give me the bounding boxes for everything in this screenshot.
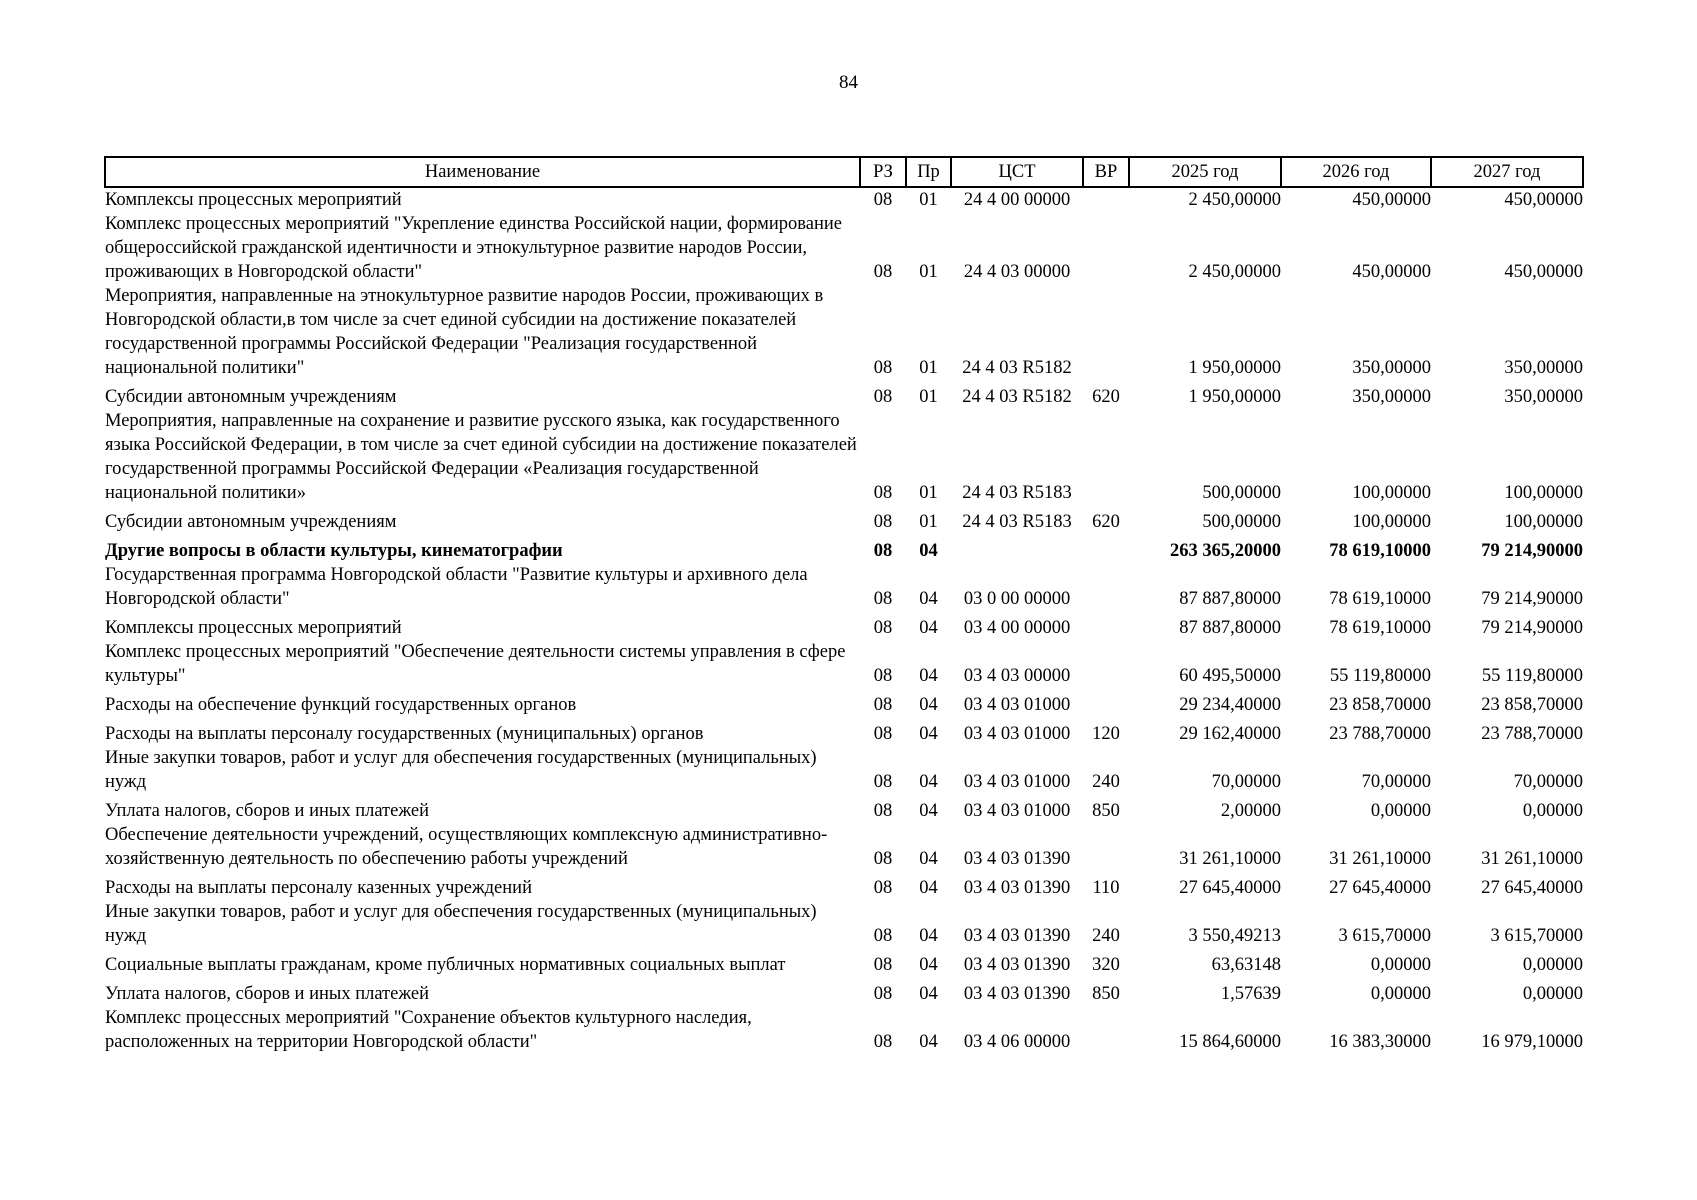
- row-2025: 87 887,80000: [1179, 589, 1281, 609]
- row-2025: 29 234,40000: [1179, 695, 1281, 715]
- row-pr: 01: [919, 190, 938, 210]
- row-vr: 110: [1092, 878, 1120, 898]
- row-2026: 78 619,10000: [1329, 541, 1431, 561]
- row-rz: 08: [873, 483, 893, 503]
- row-rz: 08: [873, 772, 893, 792]
- row-cst: 24 4 03 R5182: [962, 358, 1072, 378]
- page-number: 84: [839, 72, 858, 93]
- table-row: [105, 640, 1583, 688]
- row-cst: 24 4 03 R5183: [962, 512, 1072, 532]
- row-vr: [1083, 611, 1129, 640]
- table-row: [105, 563, 1583, 611]
- row-2025: 1 950,00000: [1188, 387, 1281, 407]
- table-row: [105, 794, 1583, 823]
- row-2025: 70,00000: [1211, 772, 1281, 792]
- row-vr: [1083, 640, 1129, 688]
- row-name: Иные закупки товаров, работ и услуг для обеспечения государственных (муниципальных) нужд: [105, 902, 817, 946]
- table-row: [105, 823, 1583, 871]
- row-name: Иные закупки товаров, работ и услуг для обеспечения государственных (муниципальных) нужд: [105, 748, 817, 792]
- row-pr: 04: [919, 984, 938, 1004]
- row-cst: 03 4 03 01000: [963, 695, 1071, 715]
- table-row: [105, 187, 1583, 212]
- row-vr: [1083, 688, 1129, 717]
- row-pr: 04: [919, 955, 938, 975]
- row-vr: 620: [1092, 387, 1120, 407]
- row-rz: 08: [873, 387, 893, 407]
- row-rz: 08: [873, 262, 893, 282]
- row-cst: 03 4 03 01390: [963, 984, 1071, 1004]
- row-2027: 100,00000: [1504, 483, 1583, 503]
- row-2027: 350,00000: [1504, 358, 1583, 378]
- table-row: [105, 212, 1583, 284]
- row-name: Комплексы процессных мероприятий: [105, 618, 402, 638]
- row-vr: [1083, 212, 1129, 284]
- row-name: Комплекс процессных мероприятий "Сохранение объектов культурного наследия, расположенных на территории Новгородской области": [105, 1008, 752, 1052]
- row-cst: 03 4 03 01390: [963, 926, 1071, 946]
- row-2027: 0,00000: [1522, 984, 1583, 1004]
- row-2027: 16 979,10000: [1481, 1032, 1583, 1052]
- row-2027: 70,00000: [1513, 772, 1583, 792]
- table-row: [105, 977, 1583, 1006]
- row-2026: 78 619,10000: [1329, 618, 1431, 638]
- row-2025: 500,00000: [1202, 512, 1281, 532]
- row-rz: 08: [873, 618, 893, 638]
- row-2026: 70,00000: [1361, 772, 1431, 792]
- row-vr: 620: [1092, 512, 1120, 532]
- table-row: [105, 611, 1583, 640]
- row-pr: 04: [919, 589, 938, 609]
- table-row: [105, 380, 1583, 409]
- row-pr: 01: [919, 262, 938, 282]
- row-vr: [1083, 534, 1129, 563]
- row-vr: 240: [1092, 772, 1120, 792]
- row-cst: 03 4 03 01390: [963, 878, 1071, 898]
- row-rz: 08: [873, 541, 893, 561]
- row-name: Расходы на обеспечение функций государственных органов: [105, 695, 577, 715]
- row-vr: [1083, 1006, 1129, 1054]
- header-name: Наименование: [105, 157, 860, 187]
- row-2026: 16 383,30000: [1329, 1032, 1431, 1052]
- row-cst: 03 4 03 01390: [963, 849, 1071, 869]
- row-name: Расходы на выплаты персоналу государственных (муниципальных) органов: [105, 724, 704, 744]
- row-2025: 2 450,00000: [1188, 190, 1281, 210]
- row-2025: 87 887,80000: [1179, 618, 1281, 638]
- row-rz: 08: [873, 190, 893, 210]
- row-rz: 08: [873, 878, 893, 898]
- row-2027: 79 214,90000: [1481, 589, 1583, 609]
- row-2026: 100,00000: [1352, 512, 1431, 532]
- row-2025: 29 162,40000: [1179, 724, 1281, 744]
- row-2027: 450,00000: [1504, 262, 1583, 282]
- header-vr: ВР: [1083, 157, 1129, 187]
- row-2027: 450,00000: [1504, 190, 1583, 210]
- row-2026: 23 788,70000: [1329, 724, 1431, 744]
- row-vr: 320: [1092, 955, 1120, 975]
- row-2026: 27 645,40000: [1329, 878, 1431, 898]
- row-2025: 1,57639: [1220, 984, 1281, 1004]
- row-rz: 08: [873, 724, 893, 744]
- row-cst: 24 4 03 R5182: [962, 387, 1072, 407]
- row-2026: 31 261,10000: [1329, 849, 1431, 869]
- row-pr: 04: [919, 849, 938, 869]
- table-row-section-total: [105, 534, 1583, 563]
- row-name: Уплата налогов, сборов и иных платежей: [105, 984, 430, 1004]
- row-name: Субсидии автономным учреждениям: [105, 387, 397, 407]
- row-cst: 03 4 06 00000: [963, 1032, 1071, 1052]
- row-name: Обеспечение деятельности учреждений, осуществляющих комплексную административно-хозяйственную деятельность по обеспечению работы учреждений: [105, 825, 828, 869]
- row-pr: 01: [919, 483, 938, 503]
- row-2026: 0,00000: [1370, 801, 1431, 821]
- row-pr: 04: [919, 801, 938, 821]
- row-2025: 1 950,00000: [1188, 358, 1281, 378]
- row-2027: 0,00000: [1522, 801, 1583, 821]
- row-2026: 450,00000: [1352, 190, 1431, 210]
- row-2026: 350,00000: [1352, 387, 1431, 407]
- row-pr: 04: [919, 772, 938, 792]
- table-row: [105, 688, 1583, 717]
- row-2027: 3 615,70000: [1490, 926, 1583, 946]
- row-2027: 350,00000: [1504, 387, 1583, 407]
- row-pr: 04: [919, 618, 938, 638]
- row-name: Уплата налогов, сборов и иных платежей: [105, 801, 430, 821]
- row-cst: 03 4 03 01390: [963, 955, 1071, 975]
- row-cst: 03 4 03 01000: [963, 772, 1071, 792]
- row-vr: [1083, 823, 1129, 871]
- table-row: [105, 505, 1583, 534]
- row-name: Другие вопросы в области культуры, кинематографии: [105, 541, 563, 561]
- budget-table: [104, 156, 1584, 1054]
- row-2027: 23 788,70000: [1481, 724, 1583, 744]
- header-2027: 2027 год: [1431, 157, 1583, 187]
- row-rz: 08: [873, 984, 893, 1004]
- row-vr: [1083, 409, 1129, 505]
- row-pr: 04: [919, 724, 938, 744]
- row-2026: 55 119,80000: [1329, 666, 1431, 686]
- row-name: Мероприятия, направленные на этнокультурное развитие народов России, проживающих в Новгородской области,в том числе за счет единой субсидии на достижение показателей государственной программы Российской Федерации "Реализация государственной национальной политики": [105, 286, 824, 378]
- row-name: Субсидии автономным учреждениям: [105, 512, 397, 532]
- row-cst: 24 4 03 R5183: [962, 483, 1072, 503]
- row-2025: 15 864,60000: [1179, 1032, 1281, 1052]
- row-cst: 03 4 00 00000: [963, 618, 1071, 638]
- row-rz: 08: [873, 1032, 893, 1052]
- row-rz: 08: [873, 695, 893, 715]
- row-pr: 04: [919, 1032, 938, 1052]
- row-2027: 23 858,70000: [1481, 695, 1583, 715]
- row-vr: [1083, 563, 1129, 611]
- row-2027: 0,00000: [1522, 955, 1583, 975]
- row-rz: 08: [873, 666, 893, 686]
- row-2025: 263 365,20000: [1170, 541, 1281, 561]
- header-2025: 2025 год: [1129, 157, 1281, 187]
- table-row: [105, 900, 1583, 948]
- row-vr: 850: [1092, 801, 1120, 821]
- row-2026: 23 858,70000: [1329, 695, 1431, 715]
- table-row: [105, 284, 1583, 380]
- row-pr: 01: [919, 358, 938, 378]
- row-cst: 03 4 03 01000: [963, 724, 1071, 744]
- row-2025: 63,63148: [1211, 955, 1281, 975]
- row-2025: 2,00000: [1220, 801, 1281, 821]
- table-row: [105, 717, 1583, 746]
- row-name: Комплекс процессных мероприятий "Обеспечение деятельности системы управления в сфере культуры": [105, 642, 846, 686]
- row-vr: [1083, 284, 1129, 380]
- row-2025: 27 645,40000: [1179, 878, 1281, 898]
- row-rz: 08: [873, 801, 893, 821]
- table-row: [105, 948, 1583, 977]
- row-2026: 450,00000: [1352, 262, 1431, 282]
- row-cst: 24 4 00 00000: [963, 190, 1071, 210]
- row-vr: 240: [1092, 926, 1120, 946]
- table-row: [105, 871, 1583, 900]
- row-vr: 120: [1092, 724, 1120, 744]
- row-pr: 01: [919, 387, 938, 407]
- row-name: Расходы на выплаты персоналу казенных учреждений: [105, 878, 532, 898]
- row-name: Комплекс процессных мероприятий "Укрепление единства Российской нации, формирование общероссийской гражданской идентичности и этнокультурное развитие народов России, проживающих в Новгородской области": [105, 214, 842, 282]
- row-rz: 08: [873, 512, 893, 532]
- row-name: Мероприятия, направленные на сохранение и развитие русского языка, как государственного языка Российской Федерации, в том числе за счет единой субсидии на достижение показателей государственной программы Российской Федерации «Реализация государственной национальной политики»: [105, 411, 857, 503]
- row-rz: 08: [873, 358, 893, 378]
- row-2027: 79 214,90000: [1481, 541, 1583, 561]
- row-name: Социальные выплаты гражданам, кроме публичных нормативных социальных выплат: [105, 955, 786, 975]
- row-2027: 31 261,10000: [1481, 849, 1583, 869]
- table-row: [105, 1006, 1583, 1054]
- row-2027: 27 645,40000: [1481, 878, 1583, 898]
- row-pr: 01: [919, 512, 938, 532]
- row-pr: 04: [919, 541, 938, 561]
- row-2026: 0,00000: [1370, 984, 1431, 1004]
- row-rz: 08: [873, 849, 893, 869]
- row-name: Государственная программа Новгородской области "Развитие культуры и архивного дела Новгородской области": [105, 565, 808, 609]
- row-rz: 08: [873, 926, 893, 946]
- row-cst: 24 4 03 00000: [963, 262, 1071, 282]
- row-cst: [951, 534, 1083, 563]
- row-pr: 04: [919, 926, 938, 946]
- row-vr: 850: [1092, 984, 1120, 1004]
- row-pr: 04: [919, 666, 938, 686]
- header-rz: РЗ: [860, 157, 906, 187]
- row-name: Комплексы процессных мероприятий: [105, 190, 402, 210]
- row-2026: 78 619,10000: [1329, 589, 1431, 609]
- row-2025: 500,00000: [1202, 483, 1281, 503]
- row-2026: 350,00000: [1352, 358, 1431, 378]
- header-2026: 2026 год: [1281, 157, 1431, 187]
- row-2025: 60 495,50000: [1179, 666, 1281, 686]
- header-cst: ЦСТ: [951, 157, 1083, 187]
- row-cst: 03 4 03 01000: [963, 801, 1071, 821]
- row-cst: 03 4 03 00000: [963, 666, 1071, 686]
- row-2027: 79 214,90000: [1481, 618, 1583, 638]
- row-pr: 04: [919, 878, 938, 898]
- header-pr: Пр: [906, 157, 951, 187]
- row-2026: 100,00000: [1352, 483, 1431, 503]
- table-header-row: [105, 157, 1583, 187]
- row-2026: 3 615,70000: [1338, 926, 1431, 946]
- row-rz: 08: [873, 955, 893, 975]
- table-row: [105, 409, 1583, 505]
- row-vr: [1083, 187, 1129, 212]
- row-2026: 0,00000: [1370, 955, 1431, 975]
- row-pr: 04: [919, 695, 938, 715]
- table-row: [105, 746, 1583, 794]
- row-2027: 100,00000: [1504, 512, 1583, 532]
- row-2025: 3 550,49213: [1188, 926, 1281, 946]
- row-2025: 2 450,00000: [1188, 262, 1281, 282]
- row-2025: 31 261,10000: [1179, 849, 1281, 869]
- row-rz: 08: [873, 589, 893, 609]
- row-cst: 03 0 00 00000: [963, 589, 1071, 609]
- row-2027: 55 119,80000: [1481, 666, 1583, 686]
